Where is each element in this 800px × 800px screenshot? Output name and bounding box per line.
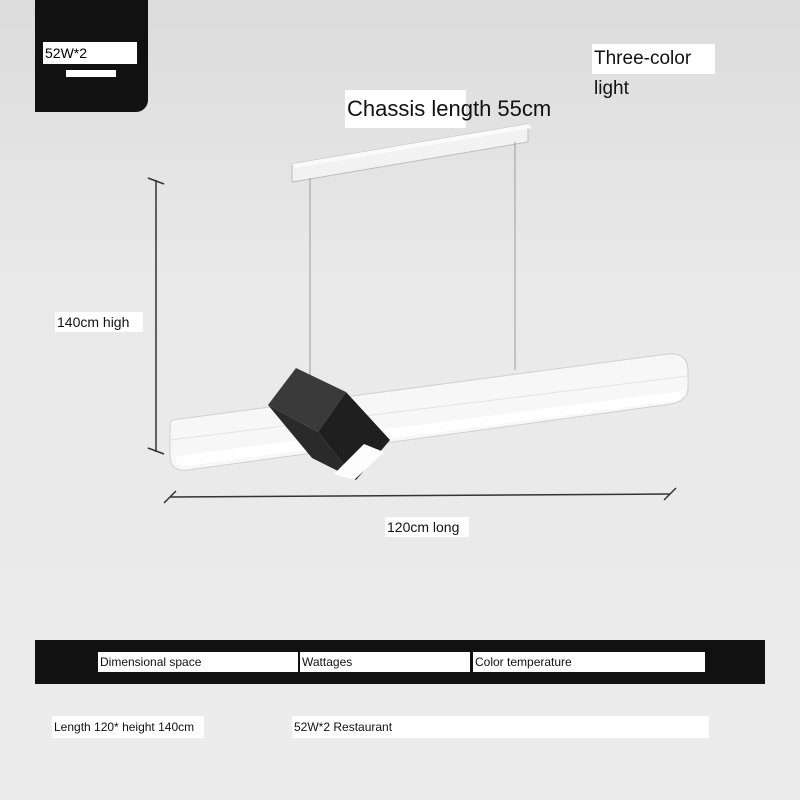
chassis-length-label: Chassis length 55cm bbox=[345, 90, 565, 128]
length-dimension-line bbox=[164, 488, 676, 503]
height-dimension-line bbox=[148, 178, 164, 454]
power-badge-underline bbox=[66, 70, 116, 77]
height-dimension-label: 140cm high bbox=[55, 312, 143, 332]
power-badge-label: 52W*2 bbox=[43, 42, 137, 64]
specs-header-color-temp: Color temperature bbox=[473, 652, 705, 672]
lamp-black-block bbox=[268, 368, 390, 480]
lamp-bar bbox=[170, 354, 688, 470]
specs-header-dimension: Dimensional space bbox=[98, 652, 298, 672]
specs-row-dimension: Length 120* height 140cm bbox=[52, 716, 204, 738]
specs-header-wattage: Wattages bbox=[300, 652, 470, 672]
color-mode-label: Three-color light bbox=[592, 44, 715, 74]
specs-row-wattage: 52W*2 Restaurant bbox=[292, 716, 709, 738]
ceiling-canopy bbox=[292, 124, 532, 182]
length-dimension-label: 120cm long bbox=[385, 517, 469, 537]
